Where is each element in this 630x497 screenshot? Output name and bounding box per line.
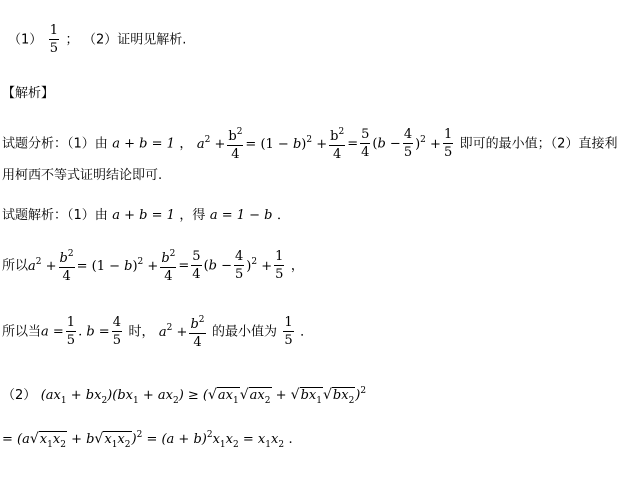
answer-separator: ；	[65, 32, 79, 48]
solution-line	[2, 204, 290, 223]
dang-condition: a =	[41, 324, 64, 340]
answer-part2: （2）证明见解析.	[82, 32, 187, 48]
solution-condition: a + b = 1	[112, 208, 175, 223]
part2-line2	[2, 430, 293, 450]
analysis-condition: a + b = 1	[112, 136, 175, 152]
part2-label: （2）	[2, 388, 37, 403]
solution-result: a = 1 − b	[209, 208, 273, 223]
dang-label: 所以当	[2, 324, 42, 340]
analysis-line2: 用柯西不等式证明结论即可.	[2, 168, 163, 183]
analysis-label: 试题分析：（1）由	[2, 136, 108, 152]
solution-mid: ，得	[179, 208, 206, 223]
answer-line	[8, 22, 186, 57]
suoyi-end: ，	[290, 258, 304, 274]
suoyi-formula: $a^2$ +	[28, 256, 57, 274]
answer-part1-label: （1）	[8, 32, 43, 48]
dang-min-value: $\frac{1}{5}$	[284, 315, 293, 348]
suoyi-line: 所以$a^2$ + $\frac{b^2}{4}$ = $(1 - b)^2$ + $\frac{b^2}{4}$ = $\frac{5}{4}$ (b − $\frac{4}{5}$ )$^2$ + $\frac{1}{5}$ ，	[2, 246, 304, 285]
solution-label: 试题解析：（1）由	[2, 208, 108, 223]
answer-fraction: $\frac{1}{5}$	[49, 23, 59, 56]
part2-inequality: $(ax_1 + bx_2)(bx_1 + ax_2) \ge (√ax_1√ax_2 + √bx_1√bx_2)^2$	[40, 386, 367, 406]
solution-end: ．	[276, 208, 290, 223]
dang-min-text: 的最小值为	[211, 324, 277, 340]
analysis-comma: ，	[179, 136, 193, 152]
analysis-line: 试题分析：（1）由 a + b = 1 ， $a^2$ + $\frac{b^2}{4}$ = $(1 - b)^2$ + $\frac{b^2}{4}$ = $\frac{5}{4}$ (b − $\frac{4}{5}$ )$^2$ + $\frac{1}{5}$ 即可的最小值；（2）直接利	[2, 124, 617, 163]
analysis-formula: $a^2$ +	[196, 134, 226, 152]
suoyi-label: 所以	[2, 258, 29, 274]
dang-end: ．	[300, 324, 314, 340]
part2-line1	[2, 384, 366, 406]
part2-equality: = $(a√x_1x_2 + b√x_1x_2)^2 = (a + b)^2x_1x_2 = x_1x_2$	[2, 430, 285, 450]
dang-shi: 时，	[128, 324, 155, 340]
dang-expr: $a^2$ +	[158, 322, 188, 340]
jiexi-header: 【解析】	[2, 86, 55, 101]
analysis-tail: 即可的最小值；（2）直接利	[459, 136, 618, 152]
part2-end: .	[288, 432, 293, 447]
dang-line: 所以当a = $\frac{1}{5}$ . b = $\frac{4}{5}$ 时， $a^2$ + $\frac{b^2}{4}$ 的最小值为 $\frac{1}{5}$ ．	[2, 312, 313, 351]
